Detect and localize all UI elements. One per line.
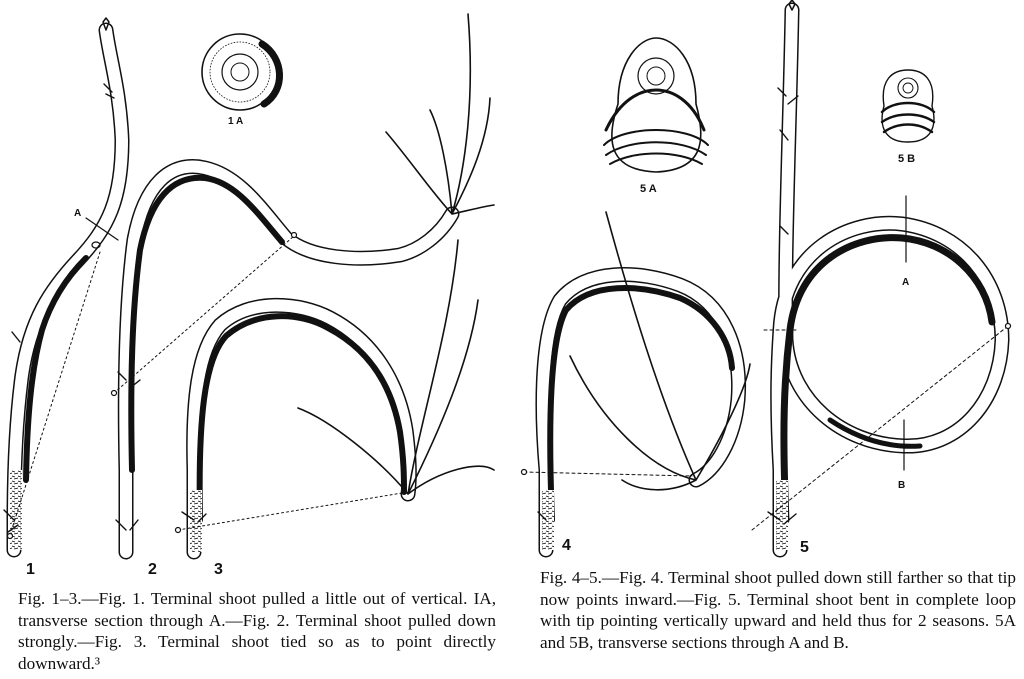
fig4-shoot — [538, 212, 750, 550]
fig3-tie-knot — [176, 528, 181, 533]
fig3-label: 3 — [214, 561, 223, 578]
fig1-label: 1 — [26, 561, 35, 578]
fig4-tie-knot — [522, 470, 527, 475]
fig5-point-b-label: B — [898, 480, 906, 491]
section-5a — [604, 38, 708, 172]
fig1-shoot — [4, 18, 122, 550]
fig5-point-a-label: A — [902, 277, 910, 288]
section-1a-label: 1 A — [228, 116, 244, 127]
fig2-shoot — [116, 14, 494, 552]
section-5b-label: 5 B — [898, 153, 916, 165]
fig1-point-a-label: A — [74, 208, 82, 219]
fig2-tie-knot — [112, 391, 117, 396]
fig3-shoot — [182, 240, 494, 552]
fig2-label: 2 — [148, 561, 157, 578]
fig3-tie-line — [178, 492, 408, 530]
fig4-label: 4 — [562, 537, 571, 554]
fig5-tie-knot — [1006, 324, 1011, 329]
caption-figs-4-5: Fig. 4–5.—Fig. 4. Terminal shoot pulled down still farther so that tip now points inward.—Fig. 5. Terminal shoot bent in complete loop with tip pointing vertically upward and held thus for 2 seasons. 5A and 5B, transverse sections through A and B. — [540, 568, 1016, 652]
fig2-tie-knot-tip — [292, 233, 297, 238]
section-5a-label: 5 A — [640, 183, 657, 195]
caption-figs-1-3: Fig. 1–3.—Fig. 1. Terminal shoot pulled a little out of vertical. IA, transverse section through A.—Fig. 2. Terminal shoot pulled down strongly.—Fig. 3. Terminal shoot tied so as to point directly downward.³ — [18, 589, 496, 673]
fig1-tie-knot — [8, 534, 13, 539]
fig5-shoot — [768, 0, 1002, 550]
section-1a — [202, 34, 280, 110]
fig5-label: 5 — [800, 539, 809, 556]
section-5b — [882, 70, 934, 142]
